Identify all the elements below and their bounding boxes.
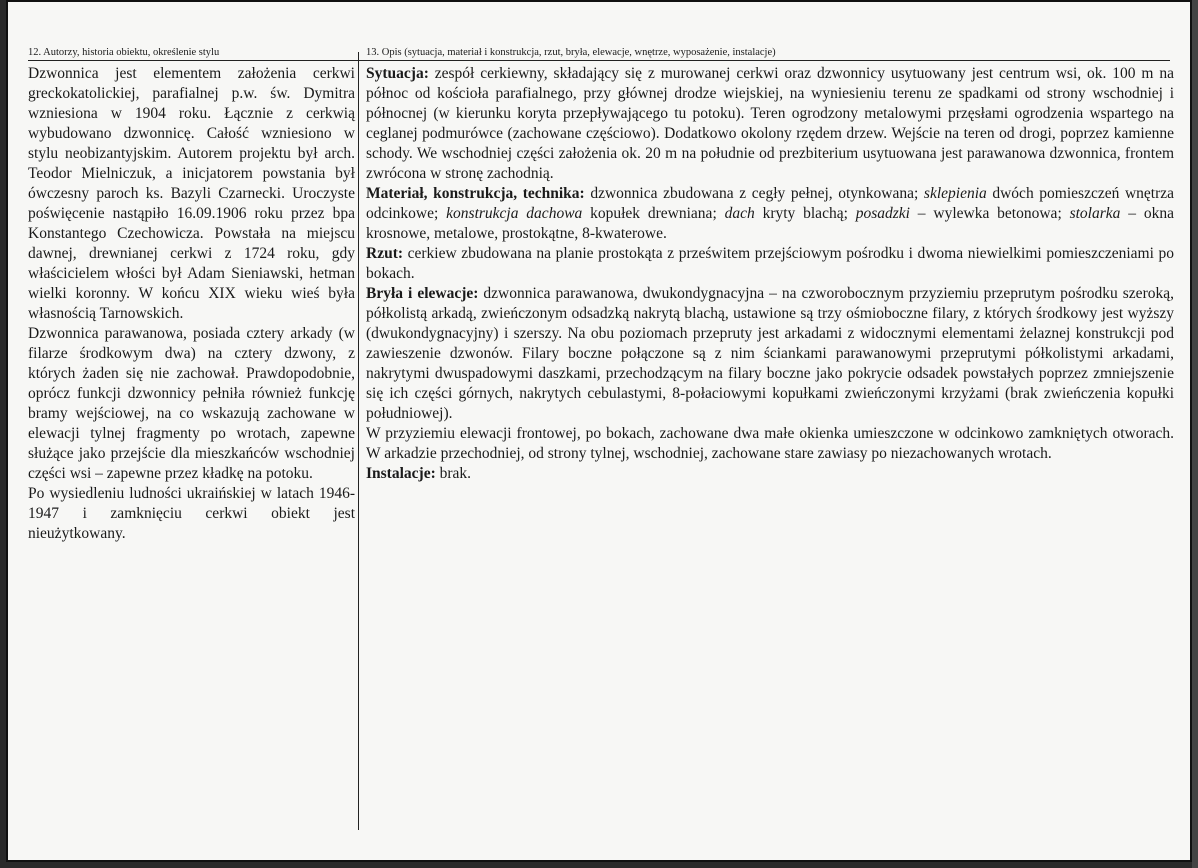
material-text-2: dwóch pomieszczeń wnętrza odcinkowe; — [366, 185, 1174, 222]
scan-edge-shadow — [1192, 0, 1198, 868]
instalacje-paragraph — [366, 464, 1174, 484]
elewacja-paragraph: W przyziemiu elewacji frontowej, po bokach, zachowane dwa małe okienka umieszczone w odcinkowo zamkniętych otworach. W arkadzie przechodniej, od strony tylnej, wschodniej, zachowane stare zawiasy po niezachowanych wrotach. — [366, 425, 1174, 462]
instalacje-text: brak. — [435, 465, 472, 482]
rzut-label: Rzut: — [366, 245, 404, 262]
material-paragraph — [366, 184, 1174, 244]
material-term-konstrukcja: konstrukcja dachowa — [446, 205, 583, 222]
rzut-text: cerkiew zbudowana na planie prostokąta z prześwitem przejściowym pośrodku i dwoma niewielkimi pomieszczeniami po bokach. — [366, 245, 1174, 282]
history-paragraph-3: Po wysiedleniu ludności ukraińskiej w latach 1946-1947 i zamknięciu cerkwi obiekt jest nieużytkowany. — [28, 485, 355, 542]
history-paragraph-2: Dzwonnica parawanowa, posiada cztery arkady (w filarze środkowym dwa) na cztery dzwony, z których żaden się nie zachował. Prawdopodobnie, oprócz funkcji dzwonnicy pełniła również funkcję bramy wejściowej, na co wskazują zachowane w elewacji tylnej fragmenty po wrotach, zapewne służące jako przejście dla mieszkańców wschodniej części wsi – zapewne przez kładkę na potoku. — [28, 325, 355, 482]
sytuacja-label: Sytuacja: — [366, 65, 429, 82]
material-term-sklepienia: sklepienia — [923, 185, 987, 202]
history-paragraph-1: Dzwonnica jest elementem założenia cerkwi greckokatolickiej, parafialnej p.w. św. Dymitra wzniesiona w 1904 roku. Łącznie z cerkwią wybudowano dzwonnicę. Całość wzniesiono w stylu neobizantyjskim. Autorem projektu był arch. Teodor Mielniczuk, a inicjatorem powstania był ówczesny paroch ks. Bazyli Czarnecki. Uroczyste poświęcenie nastąpiło 16.09.1906 roku przez bpa Konstantego Czechowicza. Powstała na miejscu dawnej, drewnianej cerkwi z 1724 roku, gdy właścicielem włości był Adam Sieniawski, hetman wielki koronny. W końcu XIX wieku wieś była własnością Tarnowskich. — [28, 65, 355, 322]
rzut-paragraph — [366, 244, 1174, 284]
bryla-label: Bryła i elewacje: — [366, 285, 479, 302]
material-term-stolarka: stolarka — [1069, 205, 1121, 222]
bryla-text: dzwonnica parawanowa, dwukondygnacyjna – na czworobocznym przyziemiu przeprutym pośrodku szeroką, półkolistą arkadą, zwieńczonym odsadzką nakrytą blachą, ustawione są trzy ośmioboczne filary, z których środkowy jest wyższy (dwukondygnacyjny) i szerszy. Na obu poziomach przepruty jest arkadami z widocznymi elementami żelaznej konstrukcji pod zawieszenie dzwonów. Filary boczne połączone są z nim ściankami parawanowymi przeprutymi półkolistymi arkadami, nakrytymi dwuspadowymi daszkami, przechodzącym na filary boczne jako pokrycie odsadek powstałych poprzez zmniejszenie się ich części górnych, nakrytych cebulastymi, 8-połaciowymi kopułkami zwieńczonymi krzyżami (brak zwieńczenia kopułki południowej). — [366, 285, 1174, 422]
material-text-3: kopułek drewniana; — [582, 205, 725, 222]
header-divider — [28, 60, 1170, 61]
material-term-dach: dach — [724, 205, 755, 222]
section-12-header: 12. Autorzy, historia obiektu, określenie stylu — [28, 47, 220, 58]
history-column — [28, 64, 355, 544]
instalacje-label: Instalacje: — [366, 465, 436, 482]
sytuacja-text: zespół cerkiewny, składający się z murowanej cerkwi oraz dzwonnicy usytuowany jest centrum wsi, ok. 100 m na północ od kościoła parafialnego, przy głównej drodze wiejskiej, na wyniesieniu terenu ze spadkami od strony wschodniej i północnej (w kierunku koryta przepływającego tu potoku). Teren ogrodzony metalowymi przęsłami ogrodzenia wspartego na ceglanej podmurówce (zachowane częściowo). Dodatkowo okolony rzędem drzew. Wejście na teren od drogi, poprzez kamienne schody. We wschodniej części założenia ok. 20 m na południe od prezbiterium usytuowana jest parawanowa dzwonnica, frontem zwrócona w stronę zachodnią. — [366, 65, 1174, 182]
description-column — [366, 64, 1174, 484]
sytuacja-paragraph — [366, 64, 1174, 184]
column-divider — [358, 52, 359, 830]
material-term-posadzki: posadzki — [855, 205, 910, 222]
material-text-5: – wylewka betonowa; — [909, 205, 1070, 222]
material-label: Materiał, konstrukcja, technika: — [366, 185, 585, 202]
material-text-1: dzwonnica zbudowana z cegły pełnej, otynkowana; — [584, 185, 924, 202]
section-13-header: 13. Opis (sytuacja, materiał i konstrukcja, rzut, bryła, elewacje, wnętrze, wyposażenie, instalacje) — [366, 47, 776, 58]
material-text-6: – okna krosnowe, metalowe, prostokątne, 8-kwaterowe. — [366, 205, 1174, 242]
document-sheet — [6, 0, 1192, 862]
bryla-paragraph — [366, 284, 1174, 424]
material-text-4: kryty blachą; — [754, 205, 856, 222]
